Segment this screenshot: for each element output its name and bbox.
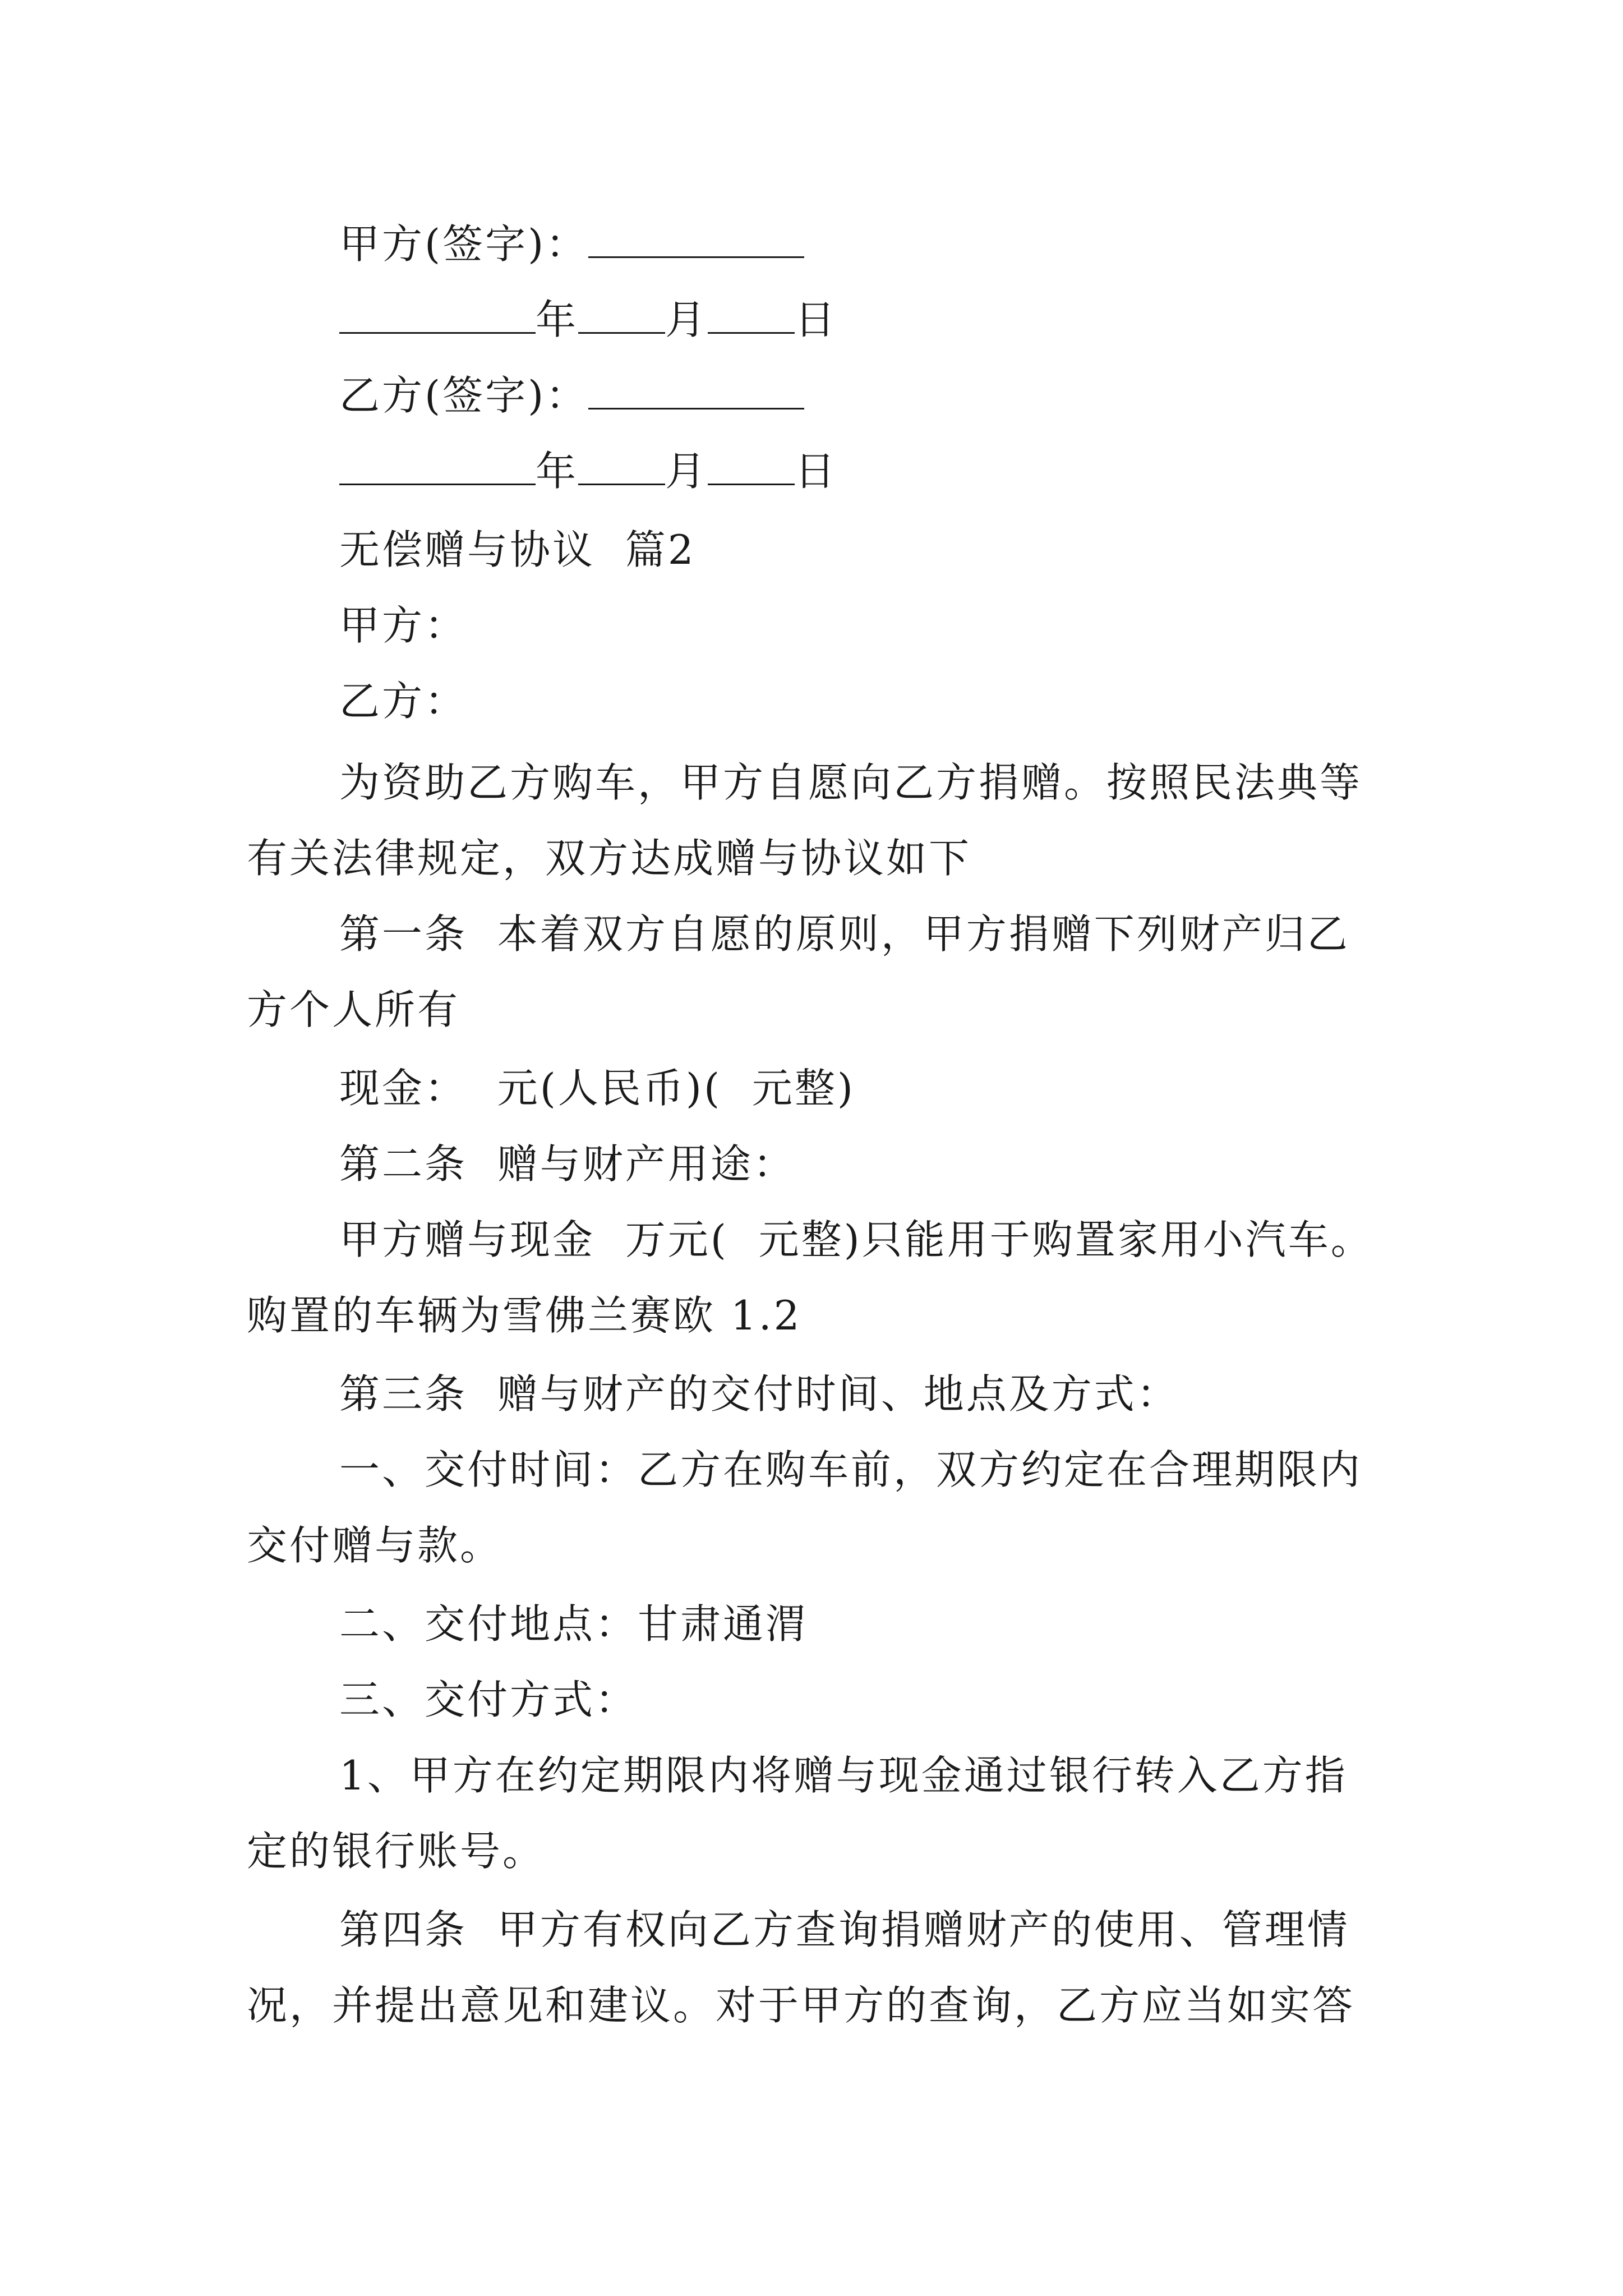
delivery-method-1-line-2: 定的银行账号。 bbox=[247, 1828, 546, 1875]
party-b-label: 乙方： bbox=[339, 678, 468, 725]
day-label: 日 bbox=[795, 296, 838, 343]
day-label: 日 bbox=[795, 448, 838, 495]
party-a-date-line bbox=[339, 292, 837, 348]
document-title: 无偿赠与协议 篇2 bbox=[339, 526, 696, 573]
party-a-signature-blank bbox=[588, 219, 804, 258]
article-1-line-2: 方个人所有 bbox=[247, 986, 460, 1033]
article-4-line-1: 第四条 甲方有权向乙方查询捐赠财产的使用、管理情 bbox=[339, 1906, 1350, 1953]
day-blank bbox=[708, 447, 795, 485]
delivery-place: 二、交付地点：甘肃通渭 bbox=[339, 1600, 809, 1648]
year-blank bbox=[339, 447, 536, 485]
party-b-signature-line bbox=[339, 367, 804, 424]
article-4-line-2: 况，并提出意见和建议。对于甲方的查询，乙方应当如实答 bbox=[247, 1982, 1355, 2029]
party-b-signature-blank bbox=[588, 371, 804, 409]
article-3-heading: 第三条 赠与财产的交付时间、地点及方式： bbox=[339, 1370, 1179, 1418]
year-blank bbox=[339, 295, 536, 334]
cash-line: 现金： 元(人民币)( 元整) bbox=[339, 1065, 855, 1112]
month-label: 月 bbox=[665, 448, 708, 495]
delivery-method-1-line-1: 1、甲方在约定期限内将赠与现金通过银行转入乙方指 bbox=[339, 1752, 1348, 1799]
delivery-time-line-1: 一、交付时间：乙方在购车前，双方约定在合理期限内 bbox=[339, 1446, 1363, 1493]
article-2-line-2: 购置的车辆为雪佛兰赛欧 1.2 bbox=[247, 1292, 802, 1339]
article-1-line-1: 第一条 本着双方自愿的原则，甲方捐赠下列财产归乙 bbox=[339, 910, 1350, 958]
party-b-date-line bbox=[339, 443, 837, 499]
year-label: 年 bbox=[536, 448, 579, 495]
article-2-heading: 第二条 赠与财产用途： bbox=[339, 1140, 796, 1188]
month-blank bbox=[578, 447, 665, 485]
day-blank bbox=[708, 295, 795, 334]
delivery-time-line-2: 交付赠与款。 bbox=[247, 1522, 503, 1569]
preamble-line-1: 为资助乙方购车，甲方自愿向乙方捐赠。按照民法典等 bbox=[339, 759, 1363, 806]
party-b-sign-label: 乙方(签字)： bbox=[339, 372, 589, 419]
year-label: 年 bbox=[536, 296, 579, 343]
delivery-method-heading: 三、交付方式： bbox=[339, 1676, 638, 1723]
party-a-sign-label: 甲方(签字)： bbox=[339, 220, 589, 268]
article-2-line-1: 甲方赠与现金 万元( 元整)只能用于购置家用小汽车。 bbox=[339, 1216, 1373, 1263]
month-blank bbox=[578, 295, 665, 334]
party-a-signature-line bbox=[339, 216, 804, 272]
month-label: 月 bbox=[665, 296, 708, 343]
party-a-label: 甲方： bbox=[339, 602, 468, 649]
preamble-line-2: 有关法律规定，双方达成赠与协议如下 bbox=[247, 835, 972, 882]
